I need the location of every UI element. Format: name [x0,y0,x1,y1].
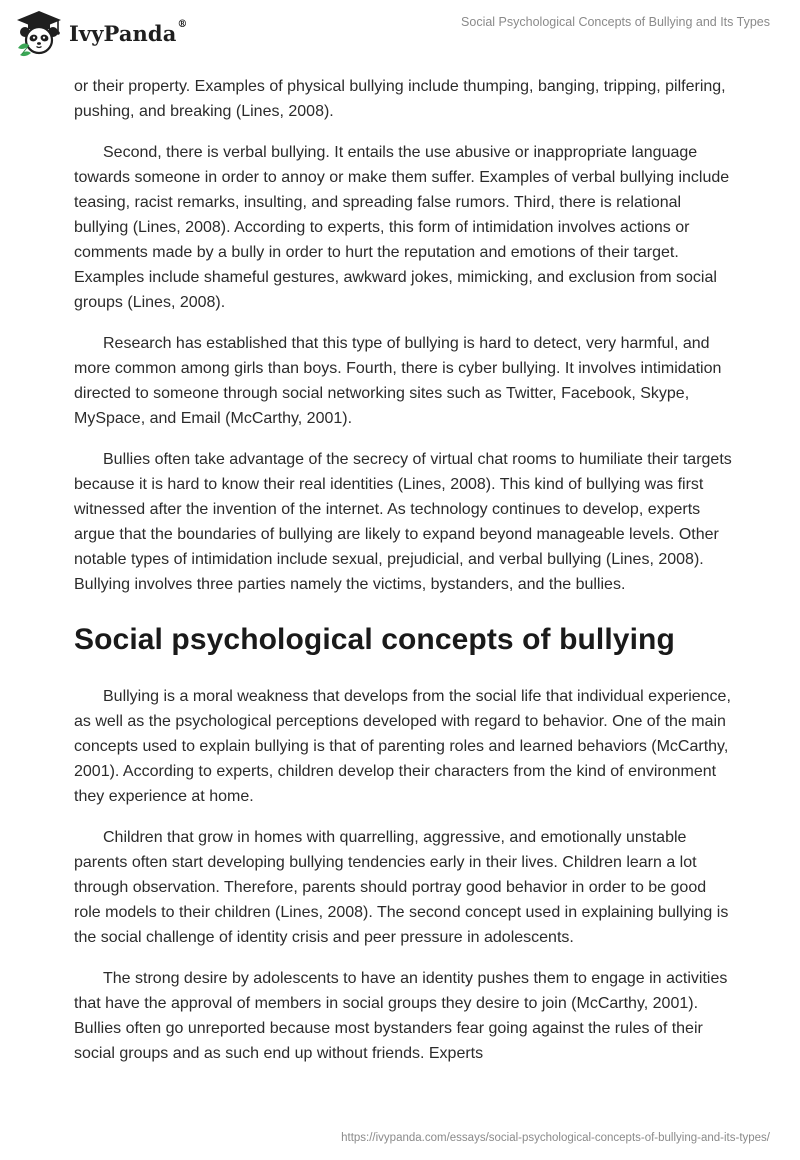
paragraph: Bullies often take advantage of the secrecy of virtual chat rooms to humiliate their targets because it is hard to know their real identities (Lines, 2008). This kind of bullying was first witnessed after the invention of the internet. As technology continues to develop, experts argue that the boundaries of bullying are likely to expand beyond manageable levels. Other notable types of intimidation include sexual, prejudicial, and verbal bullying (Lines, 2008). Bullying involves three parties namely the victims, bystanders, and the bullies. [74,451,732,593]
paragraph: or their property. Examples of physical bullying include thumping, banging, tripping, pilfering, pushing, and breaking (Lines, 2008). [74,78,726,120]
essay-body [74,74,734,1082]
paragraph: Bullying is a moral weakness that develops from the social life that individual experience, as well as the psychological perceptions developed with regard to behavior. One of the main concepts used to explain bullying is that of parenting roles and learned behaviors (McCarthy, 2001). According to experts, children develop their characters from the kind of environment they experience at home. [74,688,731,805]
paragraph: Children that grow in homes with quarrelling, aggressive, and emotionally unstable parents often start developing bullying tendencies early in their lives. Children learn a lot through observation. Therefore, parents should portray good behavior in order to be good role models to their children (Lines, 2008). The second concept used in explaining bullying is the social challenge of identity crisis and peer pressure in adolescents. [74,829,729,946]
paragraph: Second, there is verbal bullying. It entails the use abusive or inappropriate language towards someone in order to annoy or make them suffer. Examples of verbal bullying include teasing, racist remarks, insulting, and spreading false rumors. Third, there is relational bullying (Lines, 2008). According to experts, this form of intimidation involves actions or comments made by a bully in order to hurt the reputation and emotions of their target. Examples include shameful gestures, awkward jokes, mimicking, and exclusion from social groups (Lines, 2008). [74,144,730,311]
panda-graduate-icon [14,8,64,58]
paragraph: Research has established that this type of bullying is hard to detect, very harmful, and more common among girls than boys. Fourth, there is cyber bullying. It involves intimidation directed to someone through social networking sites such as Twitter, Facebook, Skype, MySpace, and Email (McCarthy, 2001). [74,335,722,427]
ivypanda-logo[interactable] [14,8,188,58]
page-header [0,0,800,66]
section-heading: Social psychological concepts of bullying [74,623,675,656]
running-title: Social Psychological Concepts of Bullying and Its Types [461,15,770,29]
registered-mark: ® [177,18,188,30]
source-url-link[interactable]: https://ivypanda.com/essays/social-psychological-concepts-of-bullying-and-its-types/ [341,1132,770,1144]
brand-name: IvyPanda® [69,18,188,46]
paragraph: The strong desire by adolescents to have an identity pushes them to engage in activities that have the approval of members in social groups they desire to join (McCarthy, 2001). Bullies often go unreported because most bystanders fear going against the rules of their social groups and as such end up without friends. Experts [74,970,728,1062]
